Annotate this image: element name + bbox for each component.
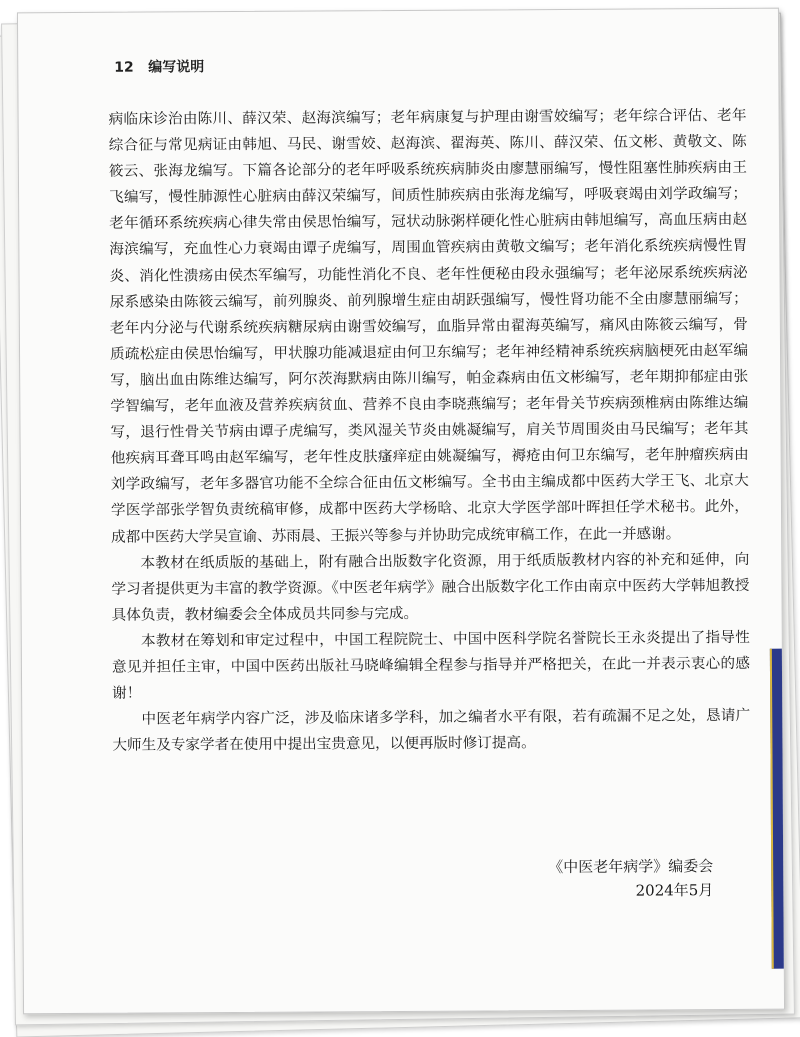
paragraph-acknowledgement: 本教材在筹划和审定过程中，中国工程院院士、中国中医科学院名誉院长王永炎提出了指导性意见并担任主审，中国中医药出版社马晓峰编辑全程参与指导并严格把关，在此一并表示衷心的感谢！ — [111, 628, 750, 702]
document-page — [17, 8, 785, 1015]
paragraph-digital-resources: 本教材在纸质版的基础上，附有融合出版数字化资源，用于纸质版教材内容的补充和延伸，向学习者提供更为丰富的教学资源。《中医老年病学》融合出版数字化工作由南京中医药大学韩旭教授具体负责，教材编委会全体成员共同参与完成。 — [111, 550, 750, 624]
document-body — [109, 103, 751, 759]
paragraph-contributors: 病临床诊治由陈川、薛汉荣、赵海滨编写；老年病康复与护理由谢雪姣编写；老年综合评估、老年综合征与常见病证由韩旭、马民、谢雪姣、赵海滨、翟海英、陈川、薛汉荣、伍文彬、黄敬文、陈筱云、张海龙编写。下篇各论部分的老年呼吸系统疾病肺炎由廖慧丽编写，慢性阻塞性肺疾病由王飞编写，慢性肺源性心脏病由薛汉荣编写，间质性肺疾病由张海龙编写，呼吸衰竭由刘学政编写；老年循环系统疾病心律失常由侯思怡编写，冠状动脉粥样硬化性心脏病由韩旭编写，高血压病由赵海滨编写，充血性心力衰竭由谭子虎编写，周围血管疾病由黄敬文编写；老年消化系统疾病慢性胃炎、消化性溃疡由侯杰军编写，功能性消化不良、老年性便秘由段永强编写；老年泌尿系统疾病泌尿系感染由陈筱云编写，前列腺炎、前列腺增生症由胡跃强编写，慢性肾功能不全由廖慧丽编写；老年内分泌与代谢系统疾病糖尿病由谢雪姣编写，血脂异常由翟海英编写，痛风由陈筱云编写，骨质疏松症由侯思怡编写，甲状腺功能减退症由何卫东编写；老年神经精神系统疾病脑梗死由赵军编写，脑出血由陈维达编写，阿尔茨海默病由陈川编写，帕金森病由伍文彬编写，老年期抑郁症由张学智编写，老年血液及营养疾病贫血、营养不良由李晓燕编写；老年骨关节疾病颈椎病由陈维达编写，退行性骨关节病由谭子虎编写，类风湿关节炎由姚凝编写，肩关节周围炎由马民编写；老年其他疾病耳聋耳鸣由赵军编写，老年性皮肤瘙痒症由姚凝编写，褥疮由何卫东编写，老年肿瘤疾病由刘学政编写，老年多器官功能不全综合征由伍文彬编写。全书由主编成都中医药大学王飞、北京大学医学部张学智负责统稿审修，成都中医药大学杨晗、北京大学医学部叶晖担任学术秘书。此外，成都中医药大学吴宣谕、苏雨晨、王振兴等参与并协助完成统审稿工作，在此一并感谢。 — [108, 106, 750, 546]
page-number: 12 — [114, 59, 134, 76]
running-header — [114, 56, 204, 77]
book-cover-edge — [770, 649, 784, 969]
signature-block — [523, 854, 713, 903]
section-title: 编写说明 — [148, 59, 205, 76]
committee-name: 《中医老年病学》编委会 — [548, 857, 714, 877]
paragraph-feedback-request: 中医老年病学内容广泛，涉及临床诸多学科，加之编者水平有限，若有疏漏不足之处，恳请广大师生及专家学者在使用中提出宝贵意见，以便再版时修订提高。 — [112, 707, 751, 755]
signature-date: 2024年5月 — [635, 881, 714, 900]
